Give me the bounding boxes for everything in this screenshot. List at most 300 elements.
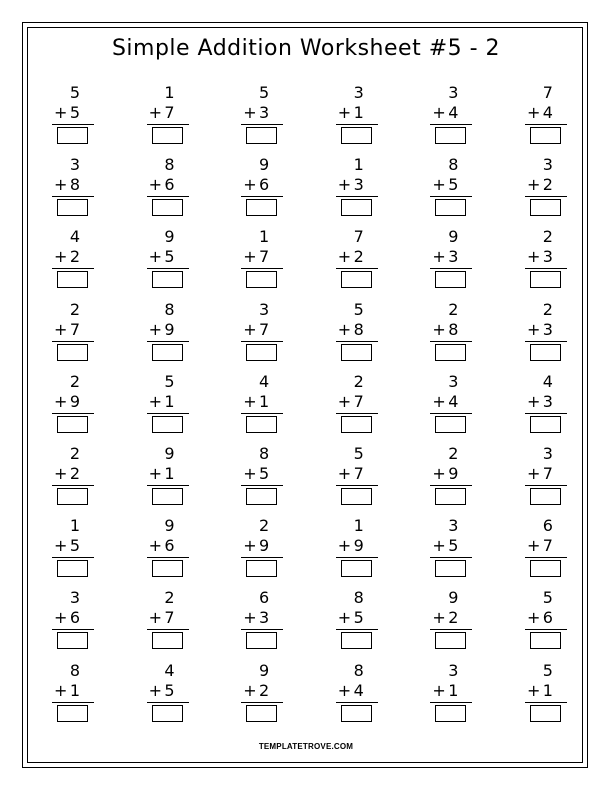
- bottom-addend: 2: [259, 680, 270, 700]
- answer-box[interactable]: [246, 632, 277, 649]
- answer-box[interactable]: [246, 488, 277, 505]
- problem-2-4: [330, 156, 370, 228]
- operator-row: [141, 321, 181, 339]
- bottom-addend: 1: [259, 391, 270, 411]
- sum-line: [147, 196, 189, 197]
- answer-box[interactable]: [57, 199, 88, 216]
- top-addend: 2: [353, 371, 364, 391]
- plus-sign: +: [243, 391, 257, 411]
- answer-box[interactable]: [435, 199, 466, 216]
- operator-row: [235, 465, 275, 483]
- plus-sign: +: [432, 463, 446, 483]
- footer-site: TEMPLATETROVE.COM: [258, 742, 354, 751]
- top-addend: 1: [69, 516, 80, 536]
- bottom-addend: 1: [542, 680, 553, 700]
- plus-sign: +: [526, 463, 541, 483]
- problem-7-2: [141, 517, 181, 589]
- problem-3-1: [46, 228, 86, 300]
- plus-sign: +: [243, 608, 257, 628]
- plus-sign: +: [148, 608, 162, 628]
- answer-box[interactable]: [341, 344, 372, 361]
- operator-row: [330, 682, 370, 700]
- answer-box[interactable]: [57, 127, 88, 144]
- plus-sign: +: [148, 680, 162, 700]
- answer-box[interactable]: [530, 271, 561, 288]
- problem-8-3: [235, 589, 275, 661]
- sum-line: [336, 557, 378, 558]
- plus-sign: +: [526, 247, 541, 267]
- answer-box[interactable]: [246, 199, 277, 216]
- operator-row: [141, 176, 181, 194]
- answer-box[interactable]: [57, 344, 88, 361]
- operator-row: [235, 176, 275, 194]
- sum-line: [525, 557, 567, 558]
- problem-9-1: [46, 662, 86, 734]
- plus-sign: +: [54, 175, 68, 195]
- top-addend: 9: [164, 227, 175, 247]
- plus-sign: +: [432, 319, 446, 339]
- answer-box[interactable]: [341, 705, 372, 722]
- answer-box[interactable]: [57, 560, 88, 577]
- operator-row: [141, 609, 181, 627]
- operator-row: [46, 104, 86, 122]
- sum-line: [241, 702, 283, 703]
- answer-box[interactable]: [152, 705, 183, 722]
- operator-row: [519, 248, 559, 266]
- answer-box[interactable]: [246, 416, 277, 433]
- answer-box[interactable]: [246, 127, 277, 144]
- problem-3-5: [424, 228, 464, 300]
- plus-sign: +: [243, 680, 257, 700]
- bottom-addend: 8: [69, 175, 80, 195]
- plus-sign: +: [148, 391, 162, 411]
- plus-sign: +: [54, 536, 68, 556]
- sum-line: [52, 268, 94, 269]
- answer-box[interactable]: [152, 271, 183, 288]
- operator-row: [519, 176, 559, 194]
- answer-box[interactable]: [530, 488, 561, 505]
- answer-box[interactable]: [435, 560, 466, 577]
- top-addend: 1: [259, 227, 270, 247]
- answer-box[interactable]: [435, 705, 466, 722]
- top-addend: 4: [259, 371, 270, 391]
- bottom-addend: 7: [259, 247, 270, 267]
- plus-sign: +: [243, 319, 257, 339]
- bottom-addend: 2: [69, 463, 80, 483]
- bottom-addend: 7: [542, 463, 553, 483]
- operator-row: [519, 537, 559, 555]
- bottom-addend: 9: [69, 391, 80, 411]
- plus-sign: +: [54, 680, 68, 700]
- top-addend: 6: [542, 516, 553, 536]
- bottom-addend: 5: [69, 536, 80, 556]
- answer-box[interactable]: [435, 488, 466, 505]
- answer-box[interactable]: [341, 560, 372, 577]
- top-addend: 9: [164, 516, 175, 536]
- plus-sign: +: [148, 175, 162, 195]
- problem-6-5: [424, 445, 464, 517]
- top-addend: 8: [353, 588, 364, 608]
- answer-box[interactable]: [530, 632, 561, 649]
- problem-4-2: [141, 301, 181, 373]
- sum-line: [241, 196, 283, 197]
- answer-box[interactable]: [57, 488, 88, 505]
- plus-sign: +: [526, 319, 541, 339]
- top-addend: 3: [259, 299, 270, 319]
- operator-row: [519, 609, 559, 627]
- answer-box[interactable]: [152, 632, 183, 649]
- problem-5-6: [519, 373, 559, 445]
- sum-line: [241, 557, 283, 558]
- sum-line: [52, 413, 94, 414]
- bottom-addend: 1: [353, 103, 364, 122]
- problem-2-2: [141, 156, 181, 228]
- answer-box[interactable]: [530, 127, 561, 144]
- top-addend: 2: [542, 299, 553, 319]
- bottom-addend: 6: [542, 608, 553, 628]
- sum-line: [147, 413, 189, 414]
- problem-9-2: [141, 662, 181, 734]
- sum-line: [336, 341, 378, 342]
- operator-row: [235, 393, 275, 411]
- plus-sign: +: [337, 391, 352, 411]
- operator-row: [141, 537, 181, 555]
- problem-8-1: [46, 589, 86, 661]
- sum-line: [336, 124, 378, 125]
- plus-sign: +: [148, 536, 162, 556]
- answer-box[interactable]: [57, 271, 88, 288]
- bottom-addend: 5: [448, 175, 459, 195]
- top-addend: 3: [353, 83, 364, 102]
- bottom-addend: 2: [448, 608, 459, 628]
- sum-line: [430, 413, 472, 414]
- problem-6-6: [519, 445, 559, 517]
- top-addend: 7: [353, 227, 364, 247]
- sum-line: [52, 341, 94, 342]
- answer-box[interactable]: [246, 705, 277, 722]
- problem-3-3: [235, 228, 275, 300]
- bottom-addend: 5: [164, 680, 175, 700]
- answer-box[interactable]: [341, 271, 372, 288]
- bottom-addend: 5: [69, 103, 80, 122]
- operator-row: [141, 682, 181, 700]
- plus-sign: +: [148, 319, 162, 339]
- answer-box[interactable]: [435, 127, 466, 144]
- answer-box[interactable]: [152, 127, 183, 144]
- sum-line: [52, 124, 94, 125]
- answer-box[interactable]: [152, 560, 183, 577]
- answer-box[interactable]: [152, 344, 183, 361]
- answer-box[interactable]: [152, 488, 183, 505]
- sum-line: [241, 413, 283, 414]
- sum-line: [525, 485, 567, 486]
- sum-line: [430, 702, 472, 703]
- bottom-addend: 5: [164, 247, 175, 267]
- top-addend: 3: [542, 155, 553, 175]
- bottom-addend: 3: [542, 319, 553, 339]
- top-addend: 3: [448, 83, 459, 102]
- plus-sign: +: [54, 608, 68, 628]
- answer-box[interactable]: [246, 344, 277, 361]
- plus-sign: +: [54, 103, 68, 122]
- bottom-addend: 4: [542, 103, 553, 122]
- top-addend: 5: [69, 83, 80, 102]
- plus-sign: +: [337, 175, 352, 195]
- plus-sign: +: [148, 103, 162, 122]
- problem-5-5: [424, 373, 464, 445]
- plus-sign: +: [54, 319, 68, 339]
- answer-box[interactable]: [341, 416, 372, 433]
- problem-6-4: [330, 445, 370, 517]
- answer-box[interactable]: [341, 127, 372, 144]
- operator-row: [519, 682, 559, 700]
- answer-box[interactable]: [57, 632, 88, 649]
- sum-line: [525, 629, 567, 630]
- sum-line: [241, 485, 283, 486]
- top-addend: 4: [69, 227, 80, 247]
- sum-line: [336, 413, 378, 414]
- top-addend: 9: [164, 443, 175, 463]
- plus-sign: +: [243, 247, 257, 267]
- problem-4-1: [46, 301, 86, 373]
- top-addend: 5: [542, 588, 553, 608]
- sum-line: [336, 196, 378, 197]
- operator-row: [235, 537, 275, 555]
- bottom-addend: 3: [353, 175, 364, 195]
- operator-row: [141, 104, 181, 122]
- top-addend: 2: [164, 588, 175, 608]
- problem-grid: [46, 84, 564, 734]
- plus-sign: +: [243, 463, 257, 483]
- plus-sign: +: [432, 247, 446, 267]
- sum-line: [52, 629, 94, 630]
- plus-sign: +: [337, 608, 352, 628]
- operator-row: [330, 537, 370, 555]
- operator-row: [330, 393, 370, 411]
- sum-line: [336, 268, 378, 269]
- problem-8-5: [424, 589, 464, 661]
- bottom-addend: 2: [542, 175, 553, 195]
- problem-2-5: [424, 156, 464, 228]
- bottom-addend: 3: [542, 391, 553, 411]
- top-addend: 5: [353, 299, 364, 319]
- plus-sign: +: [432, 536, 446, 556]
- sum-line: [430, 557, 472, 558]
- top-addend: 4: [542, 371, 553, 391]
- answer-box[interactable]: [152, 416, 183, 433]
- plus-sign: +: [526, 175, 541, 195]
- plus-sign: +: [526, 536, 541, 556]
- bottom-addend: 7: [164, 608, 175, 628]
- problem-5-3: [235, 373, 275, 445]
- top-addend: 9: [448, 588, 459, 608]
- problem-1-4: [330, 84, 370, 156]
- operator-row: [46, 321, 86, 339]
- sum-line: [241, 341, 283, 342]
- problem-2-3: [235, 156, 275, 228]
- operator-row: [330, 104, 370, 122]
- plus-sign: +: [432, 391, 446, 411]
- top-addend: 3: [542, 443, 553, 463]
- plus-sign: +: [526, 391, 541, 411]
- top-addend: 9: [259, 660, 270, 680]
- problem-7-4: [330, 517, 370, 589]
- bottom-addend: 7: [542, 536, 553, 556]
- problem-4-3: [235, 301, 275, 373]
- sum-line: [430, 124, 472, 125]
- bottom-addend: 5: [448, 536, 459, 556]
- plus-sign: +: [243, 175, 257, 195]
- answer-box[interactable]: [435, 344, 466, 361]
- plus-sign: +: [432, 103, 446, 122]
- answer-box[interactable]: [57, 705, 88, 722]
- answer-box[interactable]: [435, 416, 466, 433]
- problem-6-2: [141, 445, 181, 517]
- bottom-addend: 4: [448, 103, 459, 122]
- answer-box[interactable]: [530, 416, 561, 433]
- problem-1-5: [424, 84, 464, 156]
- operator-row: [141, 393, 181, 411]
- problem-5-2: [141, 373, 181, 445]
- bottom-addend: 6: [259, 175, 270, 195]
- sum-line: [430, 629, 472, 630]
- problem-7-3: [235, 517, 275, 589]
- operator-row: [46, 248, 86, 266]
- plus-sign: +: [148, 247, 162, 267]
- top-addend: 2: [542, 227, 553, 247]
- worksheet-title: Simple Addition Worksheet #5 - 2: [111, 36, 501, 61]
- answer-box[interactable]: [435, 632, 466, 649]
- operator-row: [235, 248, 275, 266]
- sum-line: [147, 702, 189, 703]
- top-addend: 2: [69, 371, 80, 391]
- plus-sign: +: [337, 247, 352, 267]
- operator-row: [46, 537, 86, 555]
- answer-box[interactable]: [530, 560, 561, 577]
- operator-row: [330, 248, 370, 266]
- operator-row: [424, 248, 464, 266]
- problem-2-1: [46, 156, 86, 228]
- bottom-addend: 1: [164, 391, 175, 411]
- operator-row: [424, 537, 464, 555]
- operator-row: [424, 393, 464, 411]
- answer-box[interactable]: [246, 560, 277, 577]
- top-addend: 8: [353, 660, 364, 680]
- sum-line: [525, 702, 567, 703]
- operator-row: [424, 609, 464, 627]
- operator-row: [46, 682, 86, 700]
- bottom-addend: 7: [164, 103, 175, 122]
- plus-sign: +: [243, 536, 257, 556]
- top-addend: 9: [448, 227, 459, 247]
- top-addend: 8: [164, 155, 175, 175]
- sum-line: [430, 196, 472, 197]
- operator-row: [46, 465, 86, 483]
- problem-4-4: [330, 301, 370, 373]
- answer-box[interactable]: [530, 705, 561, 722]
- answer-box[interactable]: [246, 271, 277, 288]
- bottom-addend: 7: [353, 463, 364, 483]
- operator-row: [519, 321, 559, 339]
- problem-1-3: [235, 84, 275, 156]
- operator-row: [330, 465, 370, 483]
- top-addend: 2: [259, 516, 270, 536]
- plus-sign: +: [337, 103, 352, 122]
- sum-line: [52, 196, 94, 197]
- top-addend: 5: [542, 660, 553, 680]
- sum-line: [147, 124, 189, 125]
- plus-sign: +: [432, 680, 446, 700]
- problem-7-1: [46, 517, 86, 589]
- operator-row: [235, 609, 275, 627]
- answer-box[interactable]: [152, 199, 183, 216]
- bottom-addend: 5: [353, 608, 364, 628]
- sum-line: [336, 629, 378, 630]
- top-addend: 3: [69, 155, 80, 175]
- bottom-addend: 6: [69, 608, 80, 628]
- top-addend: 8: [448, 155, 459, 175]
- operator-row: [46, 393, 86, 411]
- problem-4-5: [424, 301, 464, 373]
- top-addend: 5: [353, 443, 364, 463]
- answer-box[interactable]: [341, 488, 372, 505]
- top-addend: 2: [448, 443, 459, 463]
- problem-3-2: [141, 228, 181, 300]
- top-addend: 8: [164, 299, 175, 319]
- answer-box[interactable]: [530, 344, 561, 361]
- bottom-addend: 9: [448, 463, 459, 483]
- bottom-addend: 2: [353, 247, 364, 267]
- problem-3-4: [330, 228, 370, 300]
- operator-row: [424, 176, 464, 194]
- operator-row: [519, 393, 559, 411]
- plus-sign: +: [526, 680, 541, 700]
- answer-box[interactable]: [435, 271, 466, 288]
- top-addend: 1: [164, 83, 175, 102]
- bottom-addend: 4: [353, 680, 364, 700]
- plus-sign: +: [432, 175, 446, 195]
- plus-sign: +: [432, 608, 446, 628]
- sum-line: [147, 341, 189, 342]
- problem-7-5: [424, 517, 464, 589]
- bottom-addend: 5: [259, 463, 270, 483]
- bottom-addend: 3: [542, 247, 553, 267]
- top-addend: 3: [448, 660, 459, 680]
- problem-8-6: [519, 589, 559, 661]
- top-addend: 8: [259, 443, 270, 463]
- top-addend: 8: [69, 660, 80, 680]
- problem-9-6: [519, 662, 559, 734]
- sum-line: [52, 557, 94, 558]
- sum-line: [241, 124, 283, 125]
- problem-2-6: [519, 156, 559, 228]
- problem-8-2: [141, 589, 181, 661]
- answer-box[interactable]: [530, 199, 561, 216]
- answer-box[interactable]: [341, 199, 372, 216]
- top-addend: 3: [448, 516, 459, 536]
- answer-box[interactable]: [341, 632, 372, 649]
- answer-box[interactable]: [57, 416, 88, 433]
- problem-6-3: [235, 445, 275, 517]
- operator-row: [424, 465, 464, 483]
- bottom-addend: 3: [259, 608, 270, 628]
- plus-sign: +: [337, 463, 352, 483]
- plus-sign: +: [243, 103, 257, 122]
- operator-row: [424, 104, 464, 122]
- sum-line: [430, 268, 472, 269]
- top-addend: 2: [448, 299, 459, 319]
- plus-sign: +: [54, 247, 68, 267]
